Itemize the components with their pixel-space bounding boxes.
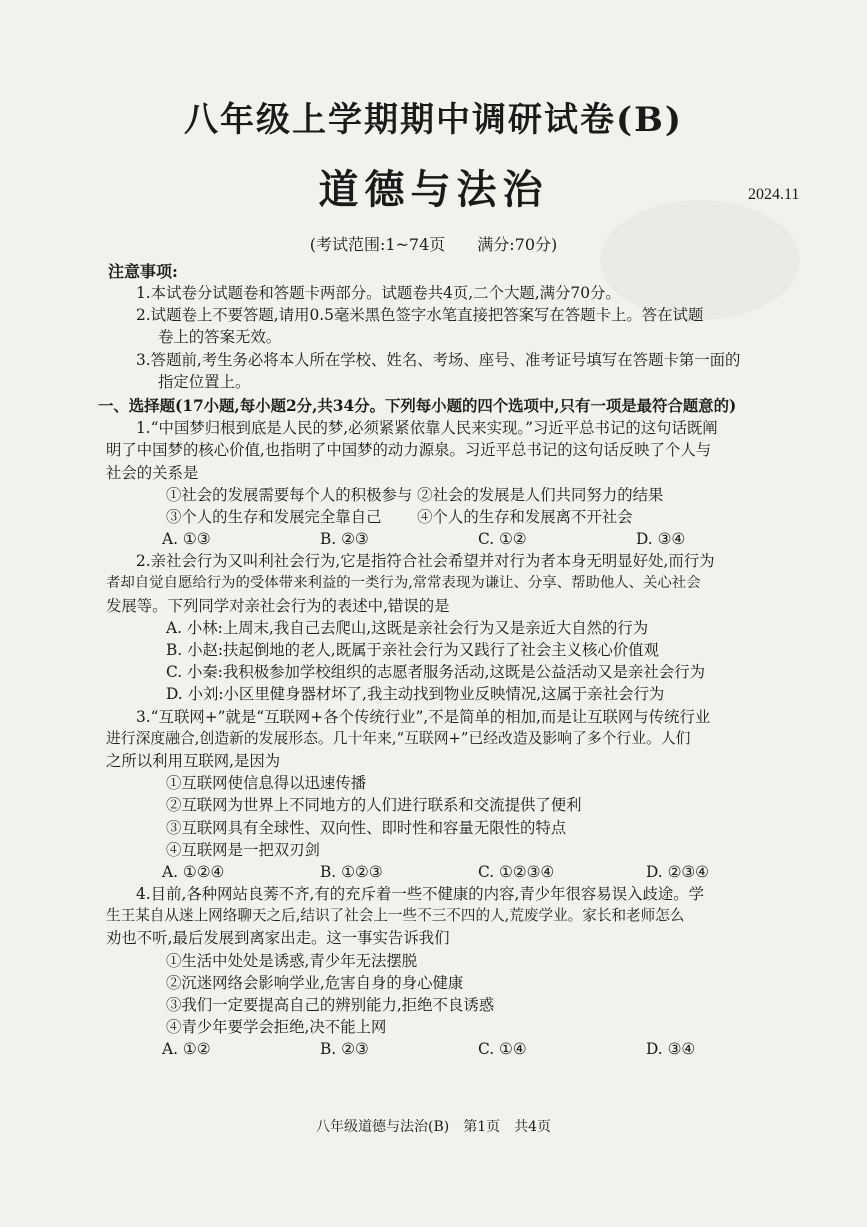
question-stem: 之所以利用互联网,是因为 — [106, 751, 281, 770]
question-stem: 1.“中国梦归根到底是人民的梦,必须紧紧依靠人民来实现。”习近平总书记的这句话既阐 — [136, 419, 718, 438]
option-b: B. ①②③ — [320, 862, 383, 881]
option-a: A. ①② — [162, 1040, 211, 1059]
note-item: 3.答题前,考生务必将本人所在学校、姓名、考场、座号、准考证号填写在答题卡第一面的 — [136, 350, 741, 369]
option-a: A. ①②④ — [162, 862, 225, 881]
note-item: 卷上的答案无效。 — [158, 328, 282, 347]
question-stem: 社会的关系是 — [106, 463, 199, 482]
option-c: C. ①②③④ — [478, 862, 555, 881]
question-statement: ②互联网为世界上不同地方的人们进行联系和交流提供了便利 — [166, 796, 582, 815]
choice-item: A. 小林:上周末,我自己去爬山,这既是亲社会行为又是亲近大自然的行为 — [166, 618, 649, 637]
notes-heading: 注意事项: — [108, 262, 178, 281]
option-d: D. ③④ — [636, 530, 686, 549]
option-c: C. ①④ — [478, 1040, 527, 1059]
option-d: D. ③④ — [646, 1040, 696, 1059]
answer-options — [106, 861, 806, 883]
question-statement: ④互联网是一把双刃剑 — [166, 840, 320, 859]
choice-item: C. 小秦:我积极参加学校组织的志愿者服务活动,这既是公益活动又是亲社会行为 — [166, 663, 705, 682]
answer-options — [106, 1038, 806, 1060]
exam-date: 2024.11 — [748, 186, 800, 203]
question-statement: ④青少年要学会拒绝,决不能上网 — [166, 1018, 387, 1037]
question-stem: 3.“互联网+”就是“互联网+各个传统行业”,不是简单的相加,而是让互联网与传统行业 — [136, 707, 711, 726]
question-stem: 者却自觉自愿给行为的受体带来利益的一类行为,常常表现为谦让、分享、帮助他人、关心社会 — [106, 575, 701, 592]
answer-options — [106, 528, 806, 550]
question-statement: ①生活中处处是诱惑,青少年无法摆脱 — [166, 951, 418, 970]
question-statement: ③互联网具有全球性、双向性、即时性和容量无限性的特点 — [166, 818, 567, 837]
question-statement: ②沉迷网络会影响学业,危害自身的身心健康 — [166, 973, 464, 992]
option-c: C. ①② — [478, 530, 527, 549]
option-d: D. ②③④ — [646, 862, 709, 881]
option-b: B. ②③ — [320, 530, 369, 549]
choice-item: D. 小刘:小区里健身器材坏了,我主动找到物业反映情况,这属于亲社会行为 — [166, 685, 665, 704]
option-a: A. ①③ — [162, 530, 211, 549]
question-stem: 发展等。下列同学对亲社会行为的表述中,错误的是 — [106, 596, 450, 615]
exam-title: 八年级上学期期中调研试卷(B) — [184, 100, 683, 140]
question-stem: 4.目前,各种网站良莠不齐,有的充斥着一些不健康的内容,青少年很容易误入歧途。学 — [136, 885, 705, 904]
note-item: 指定位置上。 — [158, 372, 251, 391]
exam-body — [98, 282, 806, 1061]
section-heading: 一、选择题(17小题,每小题2分,共34分。下列每小题的四个选项中,只有一项是最符合题意的) — [98, 396, 737, 415]
note-item: 1.本试卷分试题卷和答题卡两部分。试题卷共4页,二个大题,满分70分。 — [136, 284, 621, 302]
question-stem: 2.亲社会行为又叫利社会行为,它是指符合社会希望并对行为者本身无明显好处,而行为 — [136, 552, 715, 571]
question-statement: ③个人的生存和发展完全靠自己 ④个人的生存和发展离不开社会 — [166, 507, 633, 526]
question-statement: ③我们一定要提高自己的辨别能力,拒绝不良诱惑 — [166, 996, 495, 1014]
exam-scope: (考试范围:1~74页 满分:70分) — [309, 235, 558, 254]
question-statement: ①社会的发展需要每个人的积极参与 ②社会的发展是人们共同努力的结果 — [166, 485, 664, 504]
question-stem: 劝也不听,最后发展到离家出走。这一事实告诉我们 — [106, 929, 450, 948]
question-stem: 进行深度融合,创造新的发展形态。几十年来,“互联网+”已经改造及影响了多个行业。人们 — [106, 729, 691, 747]
option-b: B. ②③ — [320, 1040, 369, 1059]
page-footer: 八年级道德与法治(B) 第1页 共4页 — [315, 1119, 552, 1135]
subject-title: 道德与法治 — [318, 166, 549, 213]
question-stem: 明了中国梦的核心价值,也指明了中国梦的动力源泉。习近平总书记的这句话反映了个人与 — [106, 441, 712, 460]
question-stem: 生王某自从迷上网络聊天之后,结识了社会上一些不三不四的人,荒废学业。家长和老师怎么 — [106, 907, 685, 925]
note-item: 2.试题卷上不要答题,请用0.5毫米黑色签字水笔直接把答案写在答题卡上。答在试题 — [136, 306, 704, 325]
question-statement: ①互联网使信息得以迅速传播 — [166, 774, 367, 793]
choice-item: B. 小赵:扶起倒地的老人,既属于亲社会行为又践行了社会主义核心价值观 — [166, 641, 659, 659]
